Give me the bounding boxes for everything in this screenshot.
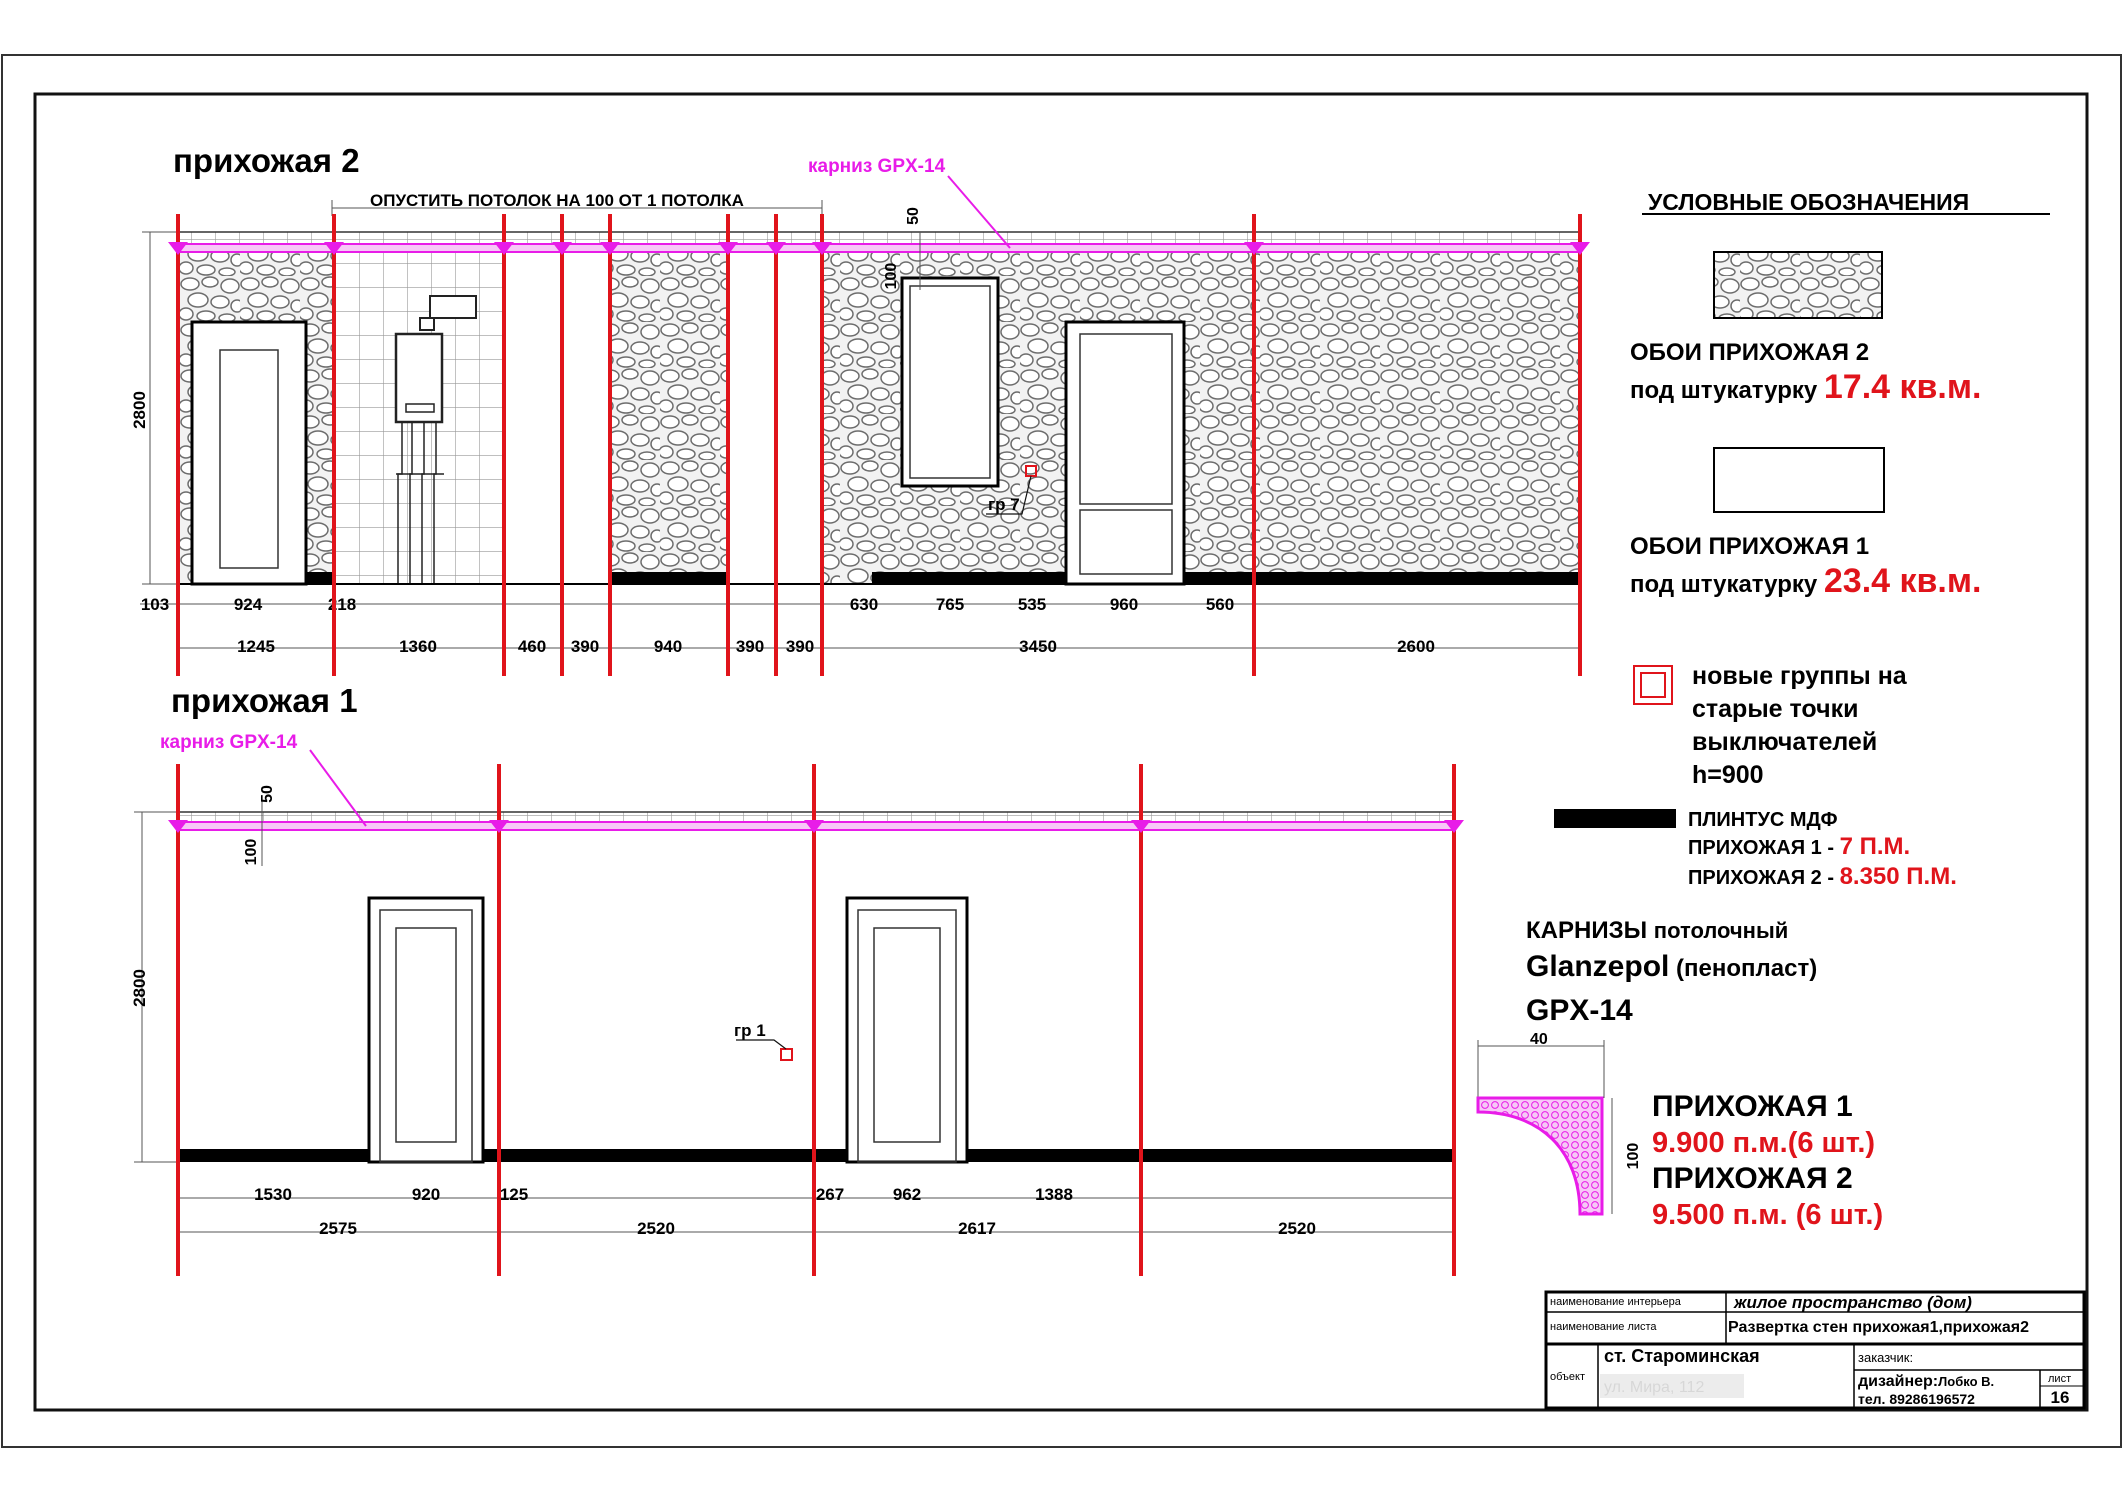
wall2-switch-label: гр 7 [988, 495, 1020, 514]
legend-switch-line: h=900 [1692, 761, 1764, 789]
legend-plinth-title: ПЛИНТУС МДФ [1688, 809, 1838, 831]
wall1-door-left [369, 898, 483, 1162]
dimension-label: 1530 [254, 1185, 292, 1204]
dimension-label: 630 [849, 595, 879, 614]
tb-interior-label: наименование интерьера [1550, 1296, 1681, 1308]
dimension-label: 460 [517, 637, 547, 656]
wall1-cornice-label: карниз GPX-14 [160, 732, 298, 753]
legend-switch-text [1692, 662, 1908, 789]
wall2-plinth-a [306, 572, 334, 584]
legend-switch-line: новые группы на [1692, 662, 1907, 690]
legend-cornice2-label: ПРИХОЖАЯ 2 [1652, 1162, 1853, 1195]
wall2-ceiling-band [178, 232, 1580, 244]
tb-designer: дизайнер:Лобко В. [1858, 1373, 1995, 1390]
wall2-plain-section-a [504, 250, 610, 584]
dimension-label: 1245 [237, 637, 275, 656]
wall1-switch-label: гр 1 [734, 1021, 766, 1040]
legend-cornice-line1: КАРНИЗЫ потолочный [1526, 917, 1789, 944]
dimension-label: 2575 [319, 1219, 357, 1238]
legend-wall1-line2: под штукатурку 23.4 кв.м. [1630, 562, 1982, 600]
wall1-plinth-b [483, 1149, 847, 1162]
legend-cornice1-value: 9.900 п.м.(6 шт.) [1652, 1127, 1876, 1159]
title-block [1546, 1292, 2084, 1408]
dimension-label: 390 [785, 637, 815, 656]
dimension-label: 924 [233, 595, 263, 614]
wall2-plinth-c [872, 572, 1066, 584]
wall2-elevation [130, 142, 1590, 676]
wall1-plinth-c [967, 1149, 1454, 1162]
wall2-cornice-strip [178, 244, 1580, 252]
legend-wall2-area: 17.4 кв.м. [1823, 368, 1982, 406]
dimension-label: 267 [815, 1185, 845, 1204]
tb-phone: тел. 89286196572 [1858, 1391, 1975, 1407]
wall1-elevation [130, 682, 1464, 1276]
legend-switch-line: старые точки [1692, 695, 1859, 723]
tb-sheet-no-label: лист [2048, 1373, 2072, 1385]
dimension-label: 390 [735, 637, 765, 656]
tb-object-value: ст. Староминская [1604, 1346, 1760, 1366]
legend-plinth1: ПРИХОЖАЯ 1 - 7 П.М. [1688, 833, 1911, 860]
wall1-section-lines [168, 764, 1464, 1276]
dimension-label: 2617 [958, 1219, 996, 1238]
dimension-label: 920 [411, 1185, 441, 1204]
legend-cornice2-value: 9.500 п.м. (6 шт.) [1652, 1199, 1884, 1231]
wall1-offset-100: 100 [243, 838, 260, 866]
legend-wall2-line1: ОБОИ ПРИХОЖАЯ 2 [1630, 339, 1870, 366]
wall2-offset-100: 100 [883, 262, 900, 290]
wall1-height-label: 2800 [130, 969, 149, 1007]
cornice-profile-width: 40 [1530, 1031, 1548, 1048]
dimension-label: 3450 [1019, 637, 1057, 656]
tb-sheet-value: Развертка стен прихожая1,прихожая2 [1728, 1319, 2029, 1336]
dimension-label: 2600 [1397, 637, 1435, 656]
legend-plain-swatch [1714, 448, 1884, 512]
dimension-label: 103 [140, 595, 170, 614]
wall1-plinth-a [178, 1149, 369, 1162]
legend-wall1-line1: ОБОИ ПРИХОЖАЯ 1 [1630, 533, 1870, 560]
wall2-door-left [192, 322, 306, 584]
legend-switch-line: выключателей [1692, 728, 1878, 756]
wall2-ceiling-note: ОПУСТИТЬ ПОТОЛОК НА 100 ОТ 1 ПОТОЛКА [370, 191, 744, 210]
wall1-door-right [847, 898, 967, 1162]
tb-sheet-label: наименование листа [1550, 1321, 1657, 1333]
wall2-cornice-label: карниз GPX-14 [808, 156, 946, 177]
wall2-plinth-d [1184, 572, 1580, 584]
legend-cornice1-label: ПРИХОЖАЯ 1 [1652, 1090, 1853, 1123]
tb-client-label: заказчик: [1858, 1350, 1914, 1365]
dimension-label: 1360 [399, 637, 437, 656]
wall1-dim-row1 [254, 1185, 1073, 1204]
tb-interior-value: жилое пространство (дом) [1734, 1293, 1972, 1312]
legend-plinth2-value: 8.350 П.М. [1839, 863, 1957, 890]
dimension-label: 125 [499, 1185, 529, 1204]
wall2-door-right [1066, 322, 1184, 584]
dimension-label: 2520 [637, 1219, 675, 1238]
dimension-label: 390 [570, 637, 600, 656]
cornice-profile-icon [1478, 1031, 1642, 1214]
wall2-plinth-b [610, 572, 728, 584]
dimension-label: 765 [935, 595, 965, 614]
wall1-title: прихожая 1 [171, 682, 358, 719]
wall2-title: прихожая 2 [173, 142, 360, 179]
dimension-label: 940 [653, 637, 683, 656]
wall2-offset-50: 50 [905, 207, 922, 225]
dimension-label: 560 [1205, 595, 1235, 614]
legend-title: УСЛОВНЫЕ ОБОЗНАЧЕНИЯ [1648, 189, 1970, 215]
dimension-label: 218 [327, 595, 357, 614]
dimension-label: 962 [892, 1185, 922, 1204]
legend-cornice-line2: Glanzepol (пенопласт) [1526, 950, 1818, 983]
wall2-stone-section-b [610, 250, 728, 584]
legend-plinth-swatch [1554, 809, 1676, 828]
dimension-label: 535 [1017, 595, 1047, 614]
wall1-switch-marker [781, 1049, 792, 1060]
legend-cornice-model: GPX-14 [1526, 994, 1633, 1027]
cornice-profile-height: 100 [1625, 1142, 1642, 1170]
wall1-dim-row2 [319, 1219, 1316, 1238]
legend-stone-swatch [1714, 252, 1882, 318]
wall1-offset-50: 50 [259, 785, 276, 803]
wall2-height-label: 2800 [130, 391, 149, 429]
legend-wall2-line2: под штукатурку 17.4 кв.м. [1630, 368, 1982, 406]
wall2-window [902, 278, 998, 486]
legend-switch-icon [1634, 666, 1672, 704]
dimension-label: 1388 [1035, 1185, 1073, 1204]
legend-wall1-area: 23.4 кв.м. [1823, 562, 1982, 600]
tb-sheet-no: 16 [2050, 1388, 2070, 1407]
dimension-label: 2520 [1278, 1219, 1316, 1238]
dimension-label: 960 [1109, 595, 1139, 614]
legend-plinth1-value: 7 П.М. [1839, 833, 1911, 860]
legend-plinth2: ПРИХОЖАЯ 2 - 8.350 П.М. [1688, 863, 1957, 890]
tb-object-label: объект [1550, 1371, 1586, 1383]
